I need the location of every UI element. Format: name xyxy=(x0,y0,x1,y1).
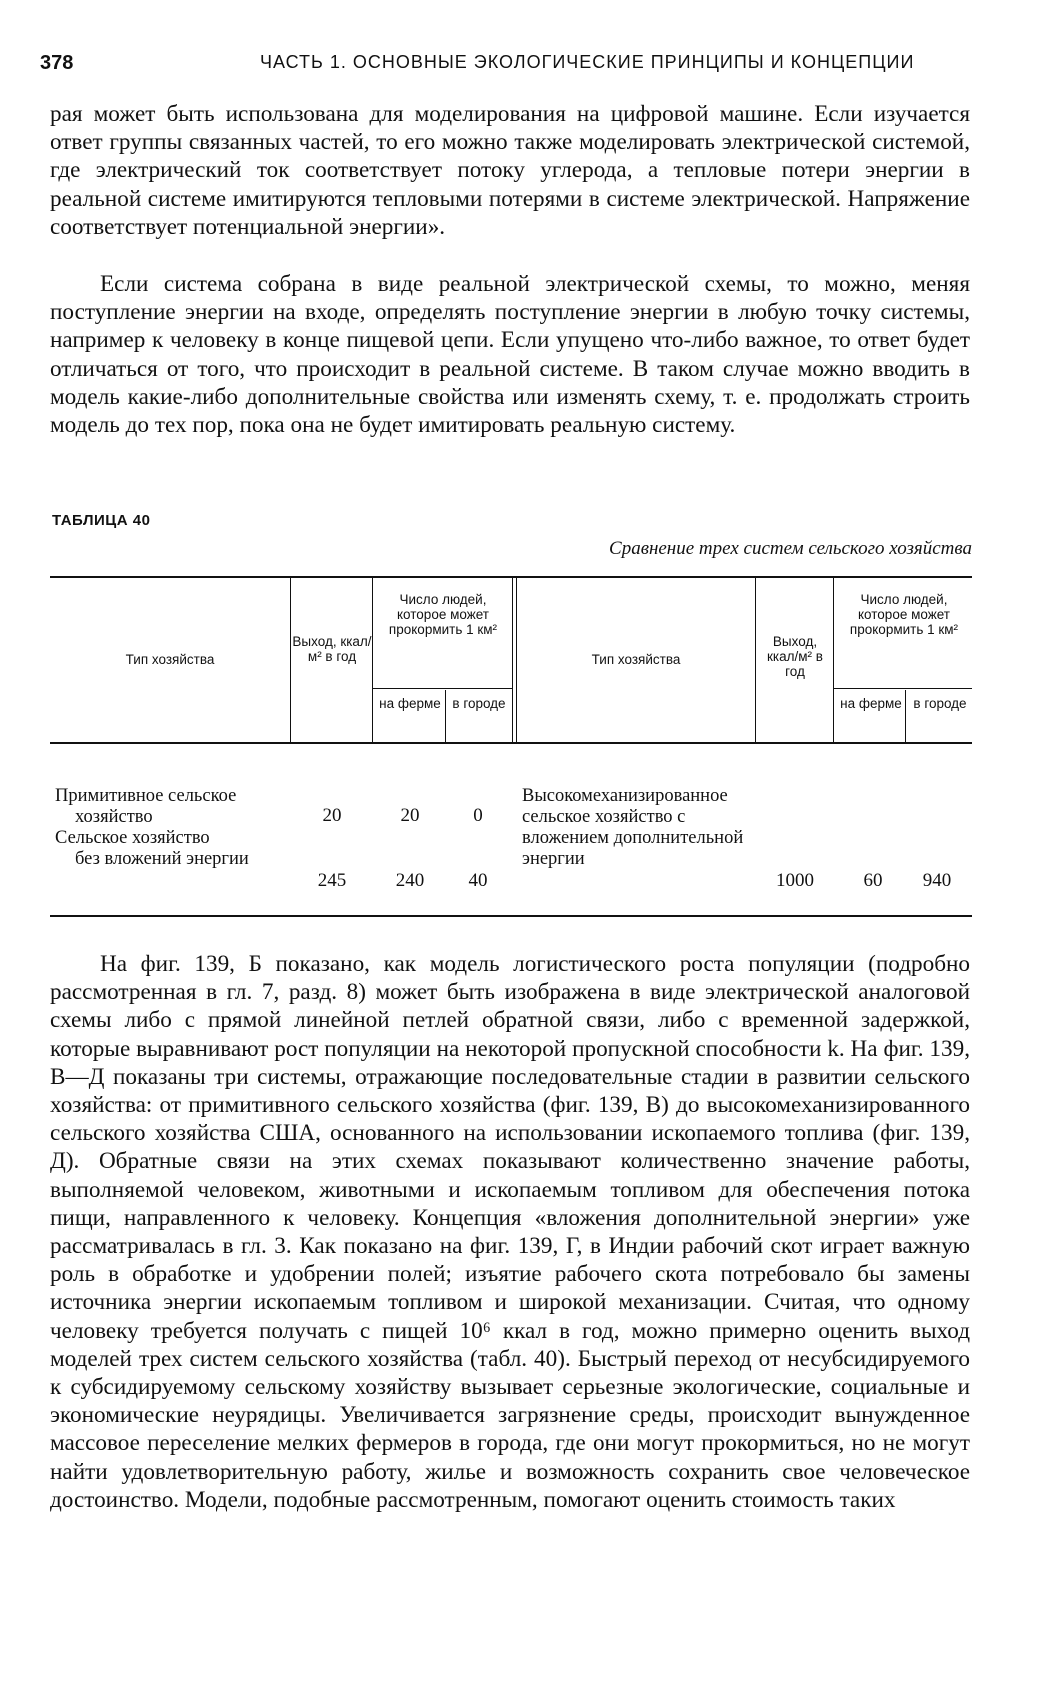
row-2-on-farm: 240 xyxy=(395,870,425,891)
header-farm-type: Тип хозяйства xyxy=(125,652,215,667)
col-divider xyxy=(290,578,291,742)
row-3-output: 1000 xyxy=(776,870,814,891)
row-2-output: 245 xyxy=(317,870,347,891)
header-people-fed-right: Число людей, которое может прокормить 1 км² xyxy=(849,592,959,637)
paragraph-1-text: рая может быть использована для моделирования на цифровой машине. Если изучается ответ группы связанных частей, то его можно также моделировать электрической системой, где электрический ток соответствует потоку углерода, а тепловые потери энергии в реальной системе имитируются тепловыми потерями в системе электрической. Напряжение соответствует потенциальной энергии». xyxy=(50,101,970,240)
table-label: ТАБЛИЦА 40 xyxy=(52,512,151,529)
row-1-on-farm: 20 xyxy=(400,805,420,826)
col-divider xyxy=(833,578,834,742)
table-caption: Сравнение трех систем сельского хозяйства xyxy=(609,538,972,559)
row-3-in-city: 940 xyxy=(922,870,952,891)
header-farm-type-right: Тип хозяйства xyxy=(591,652,681,667)
page-number: 378 xyxy=(40,52,74,74)
row-2-type-line-2: без вложений энергии xyxy=(75,849,249,869)
table-header-rule xyxy=(50,742,972,744)
row-1-in-city: 0 xyxy=(473,805,483,826)
paragraph-2 xyxy=(50,270,970,439)
header-in-city: в городе xyxy=(452,696,506,711)
center-double-divider xyxy=(512,578,517,742)
col-divider xyxy=(445,690,446,742)
paragraph-3-text: На фиг. 139, Б показано, как модель логистического роста популяции (подробно рассмотренная в гл. 7, разд. 8) может быть изображена в виде электрической аналоговой схемы либо с прямой линейной петлей обратной связи, либо с временной задержкой, которые выравнивают рост популяции на некоторой пропускной способности k. На фиг. 139, В—Д показаны три системы, отражающие последовательные стадии в развитии сельского хозяйства: от примитивного сельского хозяйства (фиг. 139, В) до высокомеханизированного сельского хозяйства США, основанного на использовании ископаемого топлива (фиг. 139, Д). Обратные связи на этих схемах показывают количественно значение работы, выполняемой человеком, животными и ископаемым топливом для обеспечения потока пищи, направленного к человеку. Концепция «вложения дополнительной энергии» уже рассматривалась в гл. 3. Как показано на фиг. 139, Г, в Индии рабочий скот играет важную роль в обработке и удобрении полей; изъятие рабочего скота потребовало бы замены источника энергии ископаемым топливом и широкой механизации. Считая, что одному человеку требуется получать с пищей 10⁶ ккал в год, можно примерно оценить выход моделей трех систем сельского хозяйства (табл. 40). Быстрый переход от несубсидируемого к субсидируемому сельскому хозяйству вызывает серьезные экологические, социальные и экономические неурядицы. Увеличивается загрязнение среды, происходит вынужденное массовое переселение мелких фермеров в города, где они могут прокормиться, но не могут найти удовлетворительную работу, жилье и возможность сохранить свое человеческое достоинство. Модели, подобные рассмотренным, помогают оценить стоимость таких xyxy=(50,951,970,1513)
header-people-fed: Число людей, которое может прокормить 1 км² xyxy=(388,592,498,637)
paragraph-1 xyxy=(50,100,970,241)
row-1-type-line-2: хозяйство xyxy=(75,807,153,827)
paragraph-2-text: Если система собрана в виде реальной электрической схемы, то можно, меняя поступление энергии на входе, определять поступление энергии в любую точку системы, например к человеку в конце пищевой цепи. Если упущено что-либо важное, то ответ будет отличаться от того, что происходит в реальной системе. В таком случае можно вводить в модель какие-либо дополнительные свойства или изменять схему, т. е. продолжать строить модель до тех пор, пока она не будет имитировать реальную систему. xyxy=(50,271,970,439)
row-3-on-farm: 60 xyxy=(863,870,883,891)
header-in-city-right: в городе xyxy=(913,696,967,711)
header-output-right: Выход, ккал/м² в год xyxy=(767,634,823,679)
header-output: Выход, ккал/м² в год xyxy=(292,634,372,664)
subheader-rule xyxy=(372,688,512,689)
table-bottom-rule xyxy=(50,915,972,917)
col-divider xyxy=(755,578,756,742)
paragraph-3 xyxy=(50,950,970,1514)
subheader-rule xyxy=(833,688,972,689)
header-on-farm: на ферме xyxy=(379,696,441,711)
col-divider xyxy=(372,578,373,742)
row-1-output: 20 xyxy=(322,805,342,826)
page-header xyxy=(40,52,970,82)
running-head: ЧАСТЬ 1. ОСНОВНЫЕ ЭКОЛОГИЧЕСКИЕ ПРИНЦИПЫ И КОНЦЕПЦИИ xyxy=(260,52,915,72)
row-3-type: Высокомеханизированное сельское хозяйство с вложением дополнительной энергии xyxy=(522,786,744,869)
row-2-type-line-1: Сельское хозяйство xyxy=(55,828,210,848)
col-divider xyxy=(905,690,906,742)
header-on-farm-right: на ферме xyxy=(840,696,902,711)
row-1-type-line-1: Примитивное сельское xyxy=(55,786,237,806)
row-2-in-city: 40 xyxy=(468,870,488,891)
